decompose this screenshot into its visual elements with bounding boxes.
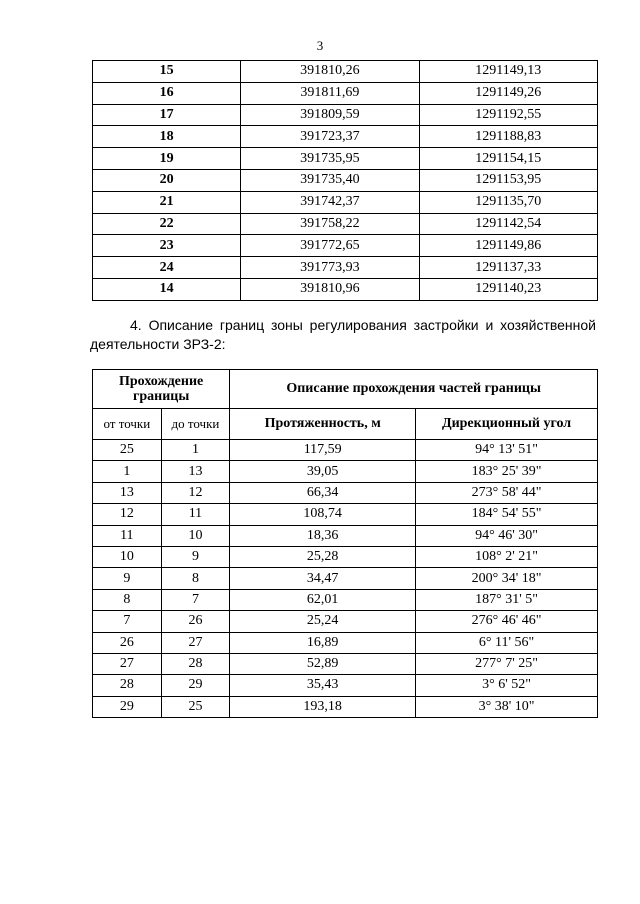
length-cell: 18,36 (230, 525, 416, 546)
from-point-cell: 10 (93, 546, 162, 567)
angle-cell: 108° 2' 21" (416, 546, 598, 567)
coordinate-row (93, 82, 598, 104)
border-row (93, 611, 598, 632)
angle-cell: 273° 58' 44" (416, 482, 598, 503)
from-point-cell: 29 (93, 696, 162, 717)
length-cell: 108,74 (230, 504, 416, 525)
length-cell: 35,43 (230, 675, 416, 696)
border-row (93, 675, 598, 696)
from-point-cell: 26 (93, 632, 162, 653)
point-number-cell: 21 (93, 191, 241, 213)
y-coordinate-cell: 1291149,86 (419, 235, 597, 257)
to-point-cell: 27 (161, 632, 230, 653)
point-number-cell: 20 (93, 169, 241, 191)
y-coordinate-cell: 1291188,83 (419, 126, 597, 148)
x-coordinate-cell: 391810,26 (241, 61, 419, 83)
angle-cell: 94° 46' 30" (416, 525, 598, 546)
angle-cell: 200° 34' 18" (416, 568, 598, 589)
from-point-cell: 7 (93, 611, 162, 632)
coordinate-row (93, 126, 598, 148)
x-coordinate-cell: 391810,96 (241, 278, 419, 300)
coordinates-table (92, 60, 598, 301)
section-heading-line2: деятельности ЗРЗ-2: (90, 336, 226, 352)
border-row (93, 589, 598, 610)
angle-cell: 277° 7' 25" (416, 653, 598, 674)
length-cell: 193,18 (230, 696, 416, 717)
point-number-cell: 14 (93, 278, 241, 300)
from-point-cell: 25 (93, 440, 162, 461)
header-from-point: от точки (93, 409, 162, 440)
to-point-cell: 13 (161, 461, 230, 482)
border-row (93, 568, 598, 589)
coordinate-row (93, 104, 598, 126)
header-length: Протяженность, м (230, 409, 416, 440)
point-number-cell: 24 (93, 257, 241, 279)
to-point-cell: 26 (161, 611, 230, 632)
section-number: 4. (130, 317, 142, 333)
coordinate-row (93, 191, 598, 213)
x-coordinate-cell: 391742,37 (241, 191, 419, 213)
border-row (93, 440, 598, 461)
point-number-cell: 19 (93, 148, 241, 170)
border-row (93, 632, 598, 653)
section-heading (90, 316, 596, 354)
border-row (93, 525, 598, 546)
y-coordinate-cell: 1291140,23 (419, 278, 597, 300)
angle-cell: 6° 11' 56" (416, 632, 598, 653)
coordinate-row (93, 213, 598, 235)
y-coordinate-cell: 1291154,15 (419, 148, 597, 170)
x-coordinate-cell: 391811,69 (241, 82, 419, 104)
from-point-cell: 12 (93, 504, 162, 525)
length-cell: 16,89 (230, 632, 416, 653)
point-number-cell: 15 (93, 61, 241, 83)
coordinate-row (93, 169, 598, 191)
angle-cell: 276° 46' 46" (416, 611, 598, 632)
section-heading-line1 (90, 316, 596, 335)
coordinate-row (93, 257, 598, 279)
angle-cell: 3° 38' 10" (416, 696, 598, 717)
length-cell: 117,59 (230, 440, 416, 461)
coordinate-row (93, 61, 598, 83)
x-coordinate-cell: 391735,95 (241, 148, 419, 170)
angle-cell: 183° 25' 39" (416, 461, 598, 482)
to-point-cell: 9 (161, 546, 230, 567)
to-point-cell: 11 (161, 504, 230, 525)
header-description: Описание прохождения частей границы (230, 370, 598, 409)
y-coordinate-cell: 1291149,13 (419, 61, 597, 83)
coordinate-row (93, 148, 598, 170)
length-cell: 25,24 (230, 611, 416, 632)
x-coordinate-cell: 391773,93 (241, 257, 419, 279)
angle-cell: 184° 54' 55" (416, 504, 598, 525)
y-coordinate-cell: 1291192,55 (419, 104, 597, 126)
page-number: 3 (316, 38, 324, 53)
length-cell: 25,28 (230, 546, 416, 567)
header-angle: Дирекционный угол (416, 409, 598, 440)
header-passage: Прохождение границы (93, 370, 230, 409)
to-point-cell: 8 (161, 568, 230, 589)
angle-cell: 3° 6' 52" (416, 675, 598, 696)
border-row (93, 653, 598, 674)
from-point-cell: 11 (93, 525, 162, 546)
coordinate-row (93, 235, 598, 257)
section-title-part1: Описание границ зоны регулирования застройки и хозяйственной (148, 317, 597, 333)
from-point-cell: 1 (93, 461, 162, 482)
x-coordinate-cell: 391809,59 (241, 104, 419, 126)
to-point-cell: 25 (161, 696, 230, 717)
border-row (93, 546, 598, 567)
point-number-cell: 17 (93, 104, 241, 126)
length-cell: 34,47 (230, 568, 416, 589)
border-table-body (93, 440, 598, 718)
angle-cell: 94° 13' 51" (416, 440, 598, 461)
from-point-cell: 13 (93, 482, 162, 503)
angle-cell: 187° 31' 5" (416, 589, 598, 610)
y-coordinate-cell: 1291135,70 (419, 191, 597, 213)
from-point-cell: 9 (93, 568, 162, 589)
y-coordinate-cell: 1291149,26 (419, 82, 597, 104)
length-cell: 39,05 (230, 461, 416, 482)
point-number-cell: 22 (93, 213, 241, 235)
point-number-cell: 18 (93, 126, 241, 148)
to-point-cell: 28 (161, 653, 230, 674)
coordinates-table-body (93, 61, 598, 301)
point-number-cell: 23 (93, 235, 241, 257)
y-coordinate-cell: 1291137,33 (419, 257, 597, 279)
border-description-table (92, 369, 598, 718)
x-coordinate-cell: 391735,40 (241, 169, 419, 191)
to-point-cell: 12 (161, 482, 230, 503)
point-number-cell: 16 (93, 82, 241, 104)
from-point-cell: 8 (93, 589, 162, 610)
x-coordinate-cell: 391758,22 (241, 213, 419, 235)
to-point-cell: 10 (161, 525, 230, 546)
header-to-point: до точки (161, 409, 230, 440)
y-coordinate-cell: 1291142,54 (419, 213, 597, 235)
border-table-header (93, 370, 598, 440)
x-coordinate-cell: 391723,37 (241, 126, 419, 148)
x-coordinate-cell: 391772,65 (241, 235, 419, 257)
border-row (93, 504, 598, 525)
coordinate-row (93, 278, 598, 300)
from-point-cell: 27 (93, 653, 162, 674)
to-point-cell: 7 (161, 589, 230, 610)
border-row (93, 696, 598, 717)
from-point-cell: 28 (93, 675, 162, 696)
length-cell: 62,01 (230, 589, 416, 610)
length-cell: 66,34 (230, 482, 416, 503)
length-cell: 52,89 (230, 653, 416, 674)
border-row (93, 461, 598, 482)
to-point-cell: 29 (161, 675, 230, 696)
border-row (93, 482, 598, 503)
to-point-cell: 1 (161, 440, 230, 461)
y-coordinate-cell: 1291153,95 (419, 169, 597, 191)
